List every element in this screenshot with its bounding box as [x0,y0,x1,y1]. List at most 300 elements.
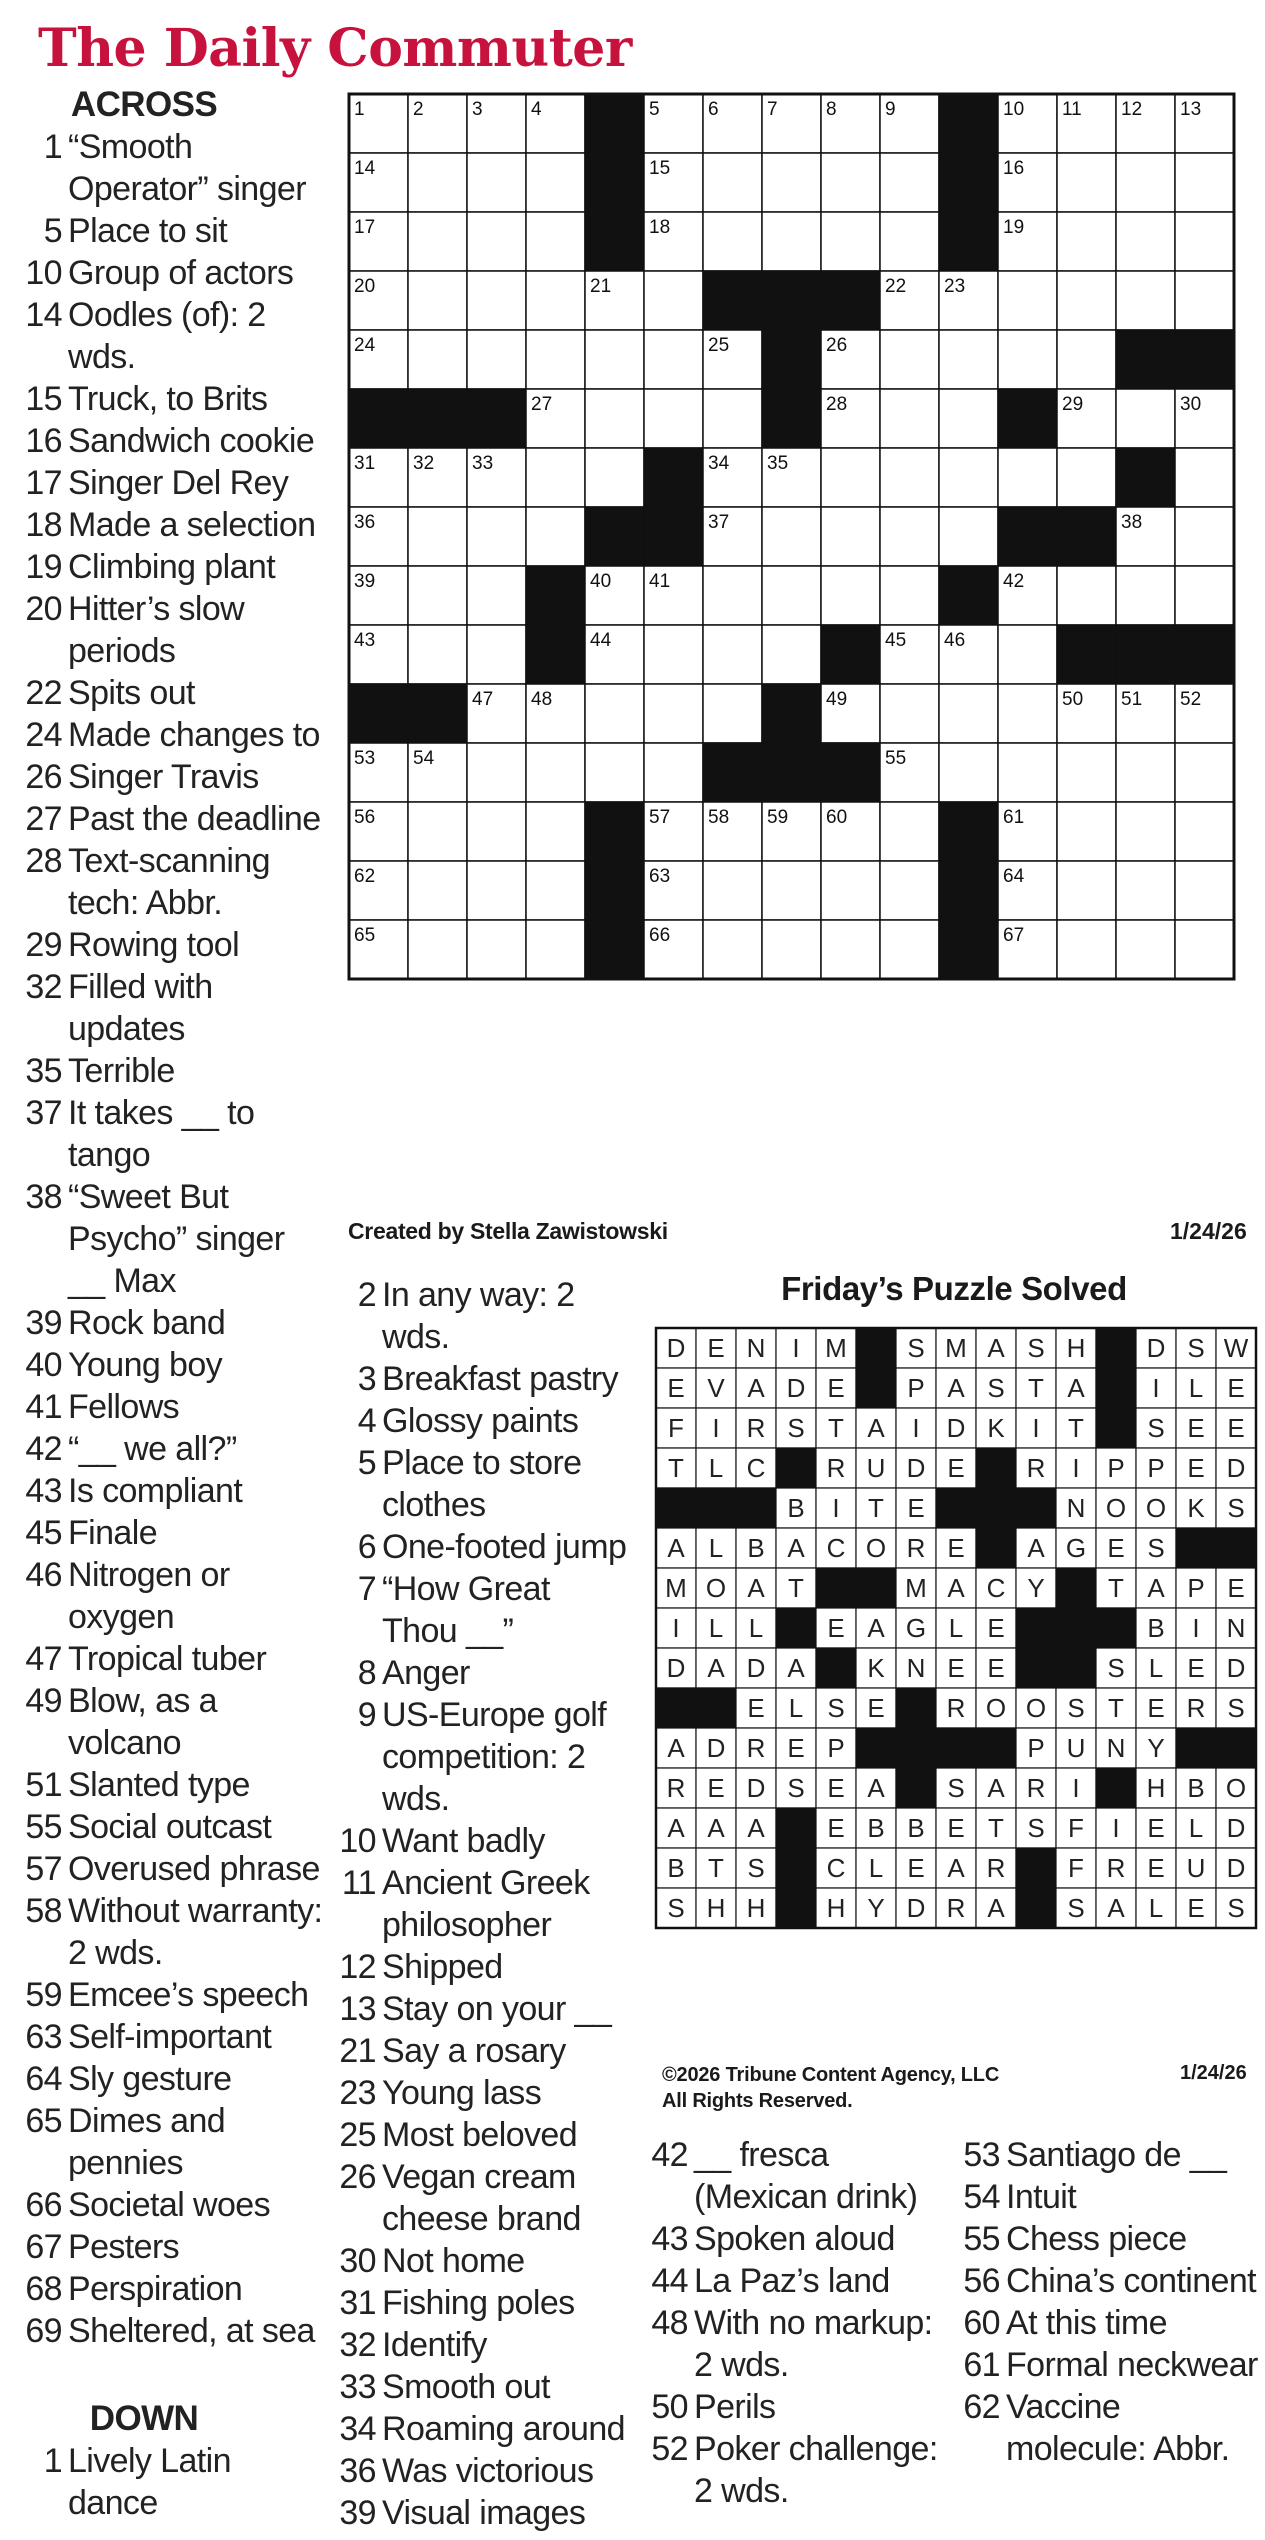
clue-number: 63 [25,2018,62,2056]
square-number: 60 [826,807,848,828]
solution-letter: Y [867,1893,885,1923]
white-square [821,507,880,566]
clue-number: 27 [25,800,62,838]
solution-letter: A [1107,1893,1125,1923]
clue [338,2366,628,2408]
clue-number: 53 [963,2136,1000,2174]
square-number: 23 [944,276,966,297]
solution-letter: E [1187,1893,1205,1923]
clue-number: 51 [25,1766,62,1804]
clue [338,1694,628,1820]
black-square [349,684,408,743]
white-square [585,684,644,743]
solution-letter: O [1145,1493,1167,1523]
clue [338,1862,628,1946]
black-square [1057,625,1116,684]
solution-black-square [1016,1608,1056,1648]
square-number: 63 [649,866,671,887]
clue [24,2310,324,2352]
white-square [526,330,585,389]
clue-number: 45 [25,1514,62,1552]
solution-letter: D [746,1773,766,1803]
solution-letter: C [986,1573,1006,1603]
clue-number: 25 [339,2116,376,2154]
square-number: 65 [354,925,376,946]
square-number: 19 [1003,217,1025,238]
solution-black-square [696,1688,736,1728]
clue [650,2260,950,2302]
solution-letter: D [1226,1653,1246,1683]
solution-letter: E [947,1813,965,1843]
clue [24,2100,324,2184]
solution-letter: F [668,1413,684,1443]
solution-letter: T [708,1853,724,1883]
solution-letter: E [707,1333,725,1363]
solution-letter: D [666,1653,686,1683]
black-square [939,153,998,212]
white-square [762,153,821,212]
clue-text: Young lass [382,2074,542,2112]
square-number: 5 [649,99,660,120]
clue [338,1568,628,1652]
clue-text: Anger [382,1654,470,1692]
clue-number: 7 [357,1570,376,1608]
black-square [939,802,998,861]
white-square [939,507,998,566]
solution-letter: R [826,1453,846,1483]
solution-letter: T [668,1453,684,1483]
clue-number: 11 [341,1864,376,1902]
white-square [408,861,467,920]
solution-letter: A [987,1773,1005,1803]
clue-text: Fishing poles [382,2284,575,2322]
clue-text: Made a selection [68,506,316,544]
clue-text: Roaming around [382,2410,625,2448]
solution-letter: L [708,1533,724,1563]
clue [24,1386,324,1428]
white-square [1057,271,1116,330]
clue-text: Spoken aloud [694,2220,895,2258]
solution-black-square [1096,1408,1136,1448]
solution-letter: D [1146,1333,1166,1363]
white-square [1057,448,1116,507]
solution-black-square [1056,1568,1096,1608]
clue-number: 61 [963,2346,1000,2384]
down-clues-column-3 [650,2134,950,2512]
solution-letter: E [1147,1853,1165,1883]
clue-number: 30 [339,2242,376,2280]
square-number: 15 [649,158,671,179]
solution-black-square [1016,1488,1056,1528]
solution-letter: E [867,1693,885,1723]
square-number: 56 [354,807,376,828]
clue-text: One-footed jump [382,1528,627,1566]
solution-letter: M [945,1333,967,1363]
solution-letter: D [666,1333,686,1363]
clue-number: 3 [357,1360,376,1398]
white-square [762,212,821,271]
square-number: 52 [1180,689,1202,710]
clue-number: 65 [25,2102,62,2140]
solution-letter: P [1107,1453,1125,1483]
clue [338,1946,628,1988]
white-square [1175,861,1234,920]
solution-letter: S [1147,1413,1165,1443]
solution-letter: N [1066,1493,1086,1523]
white-square [1175,507,1234,566]
white-square [467,566,526,625]
solution-letter: I [1192,1613,1200,1643]
clue [24,1890,324,1974]
white-square [762,920,821,979]
down-clues-column-1 [24,2398,324,2524]
solution-letter: F [1068,1813,1084,1843]
white-square [821,566,880,625]
white-square [467,212,526,271]
solution-letter: O [985,1693,1007,1723]
clue-text: Past the deadline [68,800,321,838]
solution-black-square [656,1488,696,1528]
clue-text: La Paz’s land [694,2262,890,2300]
clue-text: Breakfast pastry [382,1360,619,1398]
white-square [408,330,467,389]
clue-text: Want badly [382,1822,545,1860]
solution-letter: B [747,1533,765,1563]
solution-black-square [976,1488,1016,1528]
square-number: 43 [354,630,376,651]
square-number: 13 [1180,99,1202,120]
white-square [762,625,821,684]
white-square [467,861,526,920]
white-square [880,566,939,625]
clue-text: Formal neckwear [1006,2346,1258,2384]
solution-letter: Y [1147,1733,1165,1763]
white-square [821,448,880,507]
white-square [526,743,585,802]
white-square [467,153,526,212]
white-square [644,330,703,389]
white-square [526,448,585,507]
puzzle-credit: Created by Stella Zawistowski [348,1218,668,1244]
white-square [585,448,644,507]
white-square [939,330,998,389]
square-number: 16 [1003,158,1025,179]
solution-letter: H [1066,1333,1086,1363]
black-square [408,684,467,743]
clue [962,2218,1262,2260]
solution-letter: V [707,1373,725,1403]
square-number: 28 [826,394,848,415]
clue [338,1442,628,1526]
solution-letter: A [707,1653,725,1683]
clue-text: It takes __ to tango [68,1094,255,1174]
clue-text: With no markup: 2 wds. [694,2304,933,2384]
clue [24,756,324,798]
white-square [880,802,939,861]
white-square [703,684,762,743]
white-square [644,625,703,684]
solution-black-square [936,1728,976,1768]
solution-letter: A [947,1853,965,1883]
clue [24,546,324,588]
square-number: 66 [649,925,671,946]
clue-text: Sly gesture [68,2060,232,2098]
down-clues-column-2 [338,1274,628,2534]
solution-letter: I [832,1493,840,1523]
clue-number: 5 [357,1444,376,1482]
square-number: 33 [472,453,494,474]
solution-letter: R [906,1533,926,1563]
square-number: 9 [885,99,896,120]
clue-number: 35 [25,1052,62,1090]
black-square [762,743,821,802]
solution-letter: D [1226,1453,1246,1483]
white-square [467,743,526,802]
clue-text: Place to store clothes [382,1444,582,1524]
solution-letter: S [1067,1693,1085,1723]
solution-black-square [896,1768,936,1808]
solution-letter: W [1223,1333,1249,1363]
white-square [1175,802,1234,861]
solution-letter: L [1148,1653,1164,1683]
solution-black-square [896,1728,936,1768]
white-square [467,920,526,979]
across-clues [24,84,324,2352]
clue [24,1092,324,1176]
square-number: 64 [1003,866,1025,887]
solution-black-square [936,1488,976,1528]
white-square [1057,920,1116,979]
clue [24,378,324,420]
clue [338,2282,628,2324]
clue-number: 6 [357,1528,376,1566]
solution-letter: A [867,1613,885,1643]
solution-grid [654,1326,1258,1930]
solution-black-square [776,1448,816,1488]
white-square [408,625,467,684]
clue-number: 33 [339,2368,376,2406]
clue-text: “How Great Thou __” [382,1570,550,1650]
square-number: 37 [708,512,730,533]
clue-number: 1 [43,128,62,166]
white-square [880,861,939,920]
clue-text: Filled with updates [68,968,213,1048]
solution-black-square [776,1848,816,1888]
solution-letter: H [706,1893,726,1923]
square-number: 12 [1121,99,1143,120]
solution-letter: M [905,1573,927,1603]
white-square [526,920,585,979]
square-number: 38 [1121,512,1143,533]
solution-black-square [776,1808,816,1848]
solution-letter: B [1187,1773,1205,1803]
clue [24,1512,324,1554]
square-number: 55 [885,748,907,769]
clue [24,2184,324,2226]
square-number: 32 [413,453,435,474]
clue [24,504,324,546]
white-square [526,212,585,271]
solution-letter: T [788,1573,804,1603]
solution-letter: O [865,1533,887,1563]
clue-text: Identify [382,2326,487,2364]
clue [24,2058,324,2100]
white-square [880,920,939,979]
black-square [585,861,644,920]
clue-text: Smooth out [382,2368,550,2406]
clue-number: 69 [25,2312,62,2350]
white-square [408,920,467,979]
white-square [1116,920,1175,979]
white-square [1175,448,1234,507]
clue [962,2386,1262,2470]
clue-text: Group of actors [68,254,294,292]
solution-letter: H [1146,1773,1166,1803]
solution-letter: E [827,1813,845,1843]
solution-letter: B [907,1813,925,1843]
white-square [998,625,1057,684]
clue [962,2344,1262,2386]
clue [24,1848,324,1890]
solution-letter: R [746,1733,766,1763]
solution-letter: S [1107,1653,1125,1683]
clue-text: Social outcast [68,1808,272,1846]
solution-letter: C [826,1533,846,1563]
clue-text: Lively Latin dance [68,2442,231,2522]
clue-number: 60 [963,2304,1000,2342]
black-square [585,212,644,271]
white-square [467,507,526,566]
solution-letter: R [946,1693,966,1723]
solution-letter: L [948,1613,964,1643]
solution-black-square [1216,1528,1256,1568]
clue-number: 52 [651,2430,688,2468]
square-number: 41 [649,571,671,592]
solution-letter: K [1187,1493,1205,1523]
clue-number: 9 [357,1696,376,1734]
clue [338,1526,628,1568]
clue-number: 24 [25,716,62,754]
clue-number: 54 [963,2178,1000,2216]
clue-text: Nitrogen or oxygen [68,1556,230,1636]
black-square [762,684,821,743]
clue-number: 8 [357,1654,376,1692]
solution-letter: C [746,1453,766,1483]
square-number: 31 [354,453,376,474]
white-square [526,802,585,861]
solution-letter: E [747,1693,765,1723]
solution-letter: E [1227,1373,1245,1403]
clue [338,1652,628,1694]
white-square [644,271,703,330]
solution-letter: U [866,1453,886,1483]
solution-letter: T [828,1413,844,1443]
black-square [939,861,998,920]
solution-black-square [856,1328,896,1368]
clue-number: 41 [25,1388,62,1426]
solution-letter: B [867,1813,885,1843]
solution-letter: S [1227,1893,1245,1923]
solution-letter: E [907,1853,925,1883]
solution-letter: P [827,1733,845,1763]
clue [338,2450,628,2492]
solution-letter: E [827,1613,845,1643]
square-number: 34 [708,453,730,474]
clue [24,1050,324,1092]
white-square [762,861,821,920]
solution-letter: A [747,1573,765,1603]
white-square [762,507,821,566]
black-square [821,271,880,330]
solution-letter: E [1227,1573,1245,1603]
white-square [703,920,762,979]
white-square [1175,271,1234,330]
clue-text: Say a rosary [382,2032,566,2070]
solution-letter: A [1027,1533,1045,1563]
white-square [821,153,880,212]
square-number: 46 [944,630,966,651]
clue [962,2260,1262,2302]
clue-number: 10 [339,1822,376,1860]
white-square [1175,743,1234,802]
clue-text: Rowing tool [68,926,240,964]
clue-number: 58 [25,1892,62,1930]
black-square [585,802,644,861]
solution-letter: I [792,1333,800,1363]
white-square [703,153,762,212]
clue-number: 15 [25,380,62,418]
solution-black-square [1016,1848,1056,1888]
white-square [939,389,998,448]
square-number: 1 [354,99,365,120]
clue [24,2016,324,2058]
clue-text: Santiago de __ [1006,2136,1227,2174]
white-square [1057,861,1116,920]
clue-text: Oodles (of): 2 wds. [68,296,266,376]
clue [338,1274,628,1358]
square-number: 21 [590,276,612,297]
solution-letter: S [1227,1493,1245,1523]
black-square [821,625,880,684]
white-square [408,212,467,271]
clue-number: 59 [25,1976,62,2014]
black-square [1116,448,1175,507]
clue-number: 44 [651,2262,688,2300]
white-square [1116,743,1175,802]
clue [24,1176,324,1302]
clue [24,588,324,672]
white-square [644,389,703,448]
clue-number: 62 [963,2388,1000,2426]
solution-letter: L [708,1613,724,1643]
clue-number: 47 [25,1640,62,1678]
solution-letter: R [946,1893,966,1923]
solution-letter: E [907,1493,925,1523]
clue-text: Dimes and pennies [68,2102,226,2182]
clue-number: 13 [339,1990,376,2028]
solution-letter: I [1072,1773,1080,1803]
clue-number: 39 [25,1304,62,1342]
rights-line: All Rights Reserved. [662,2090,853,2112]
clue-text: In any way: 2 wds. [382,1276,575,1356]
square-number: 18 [649,217,671,238]
clue-number: 1 [43,2442,62,2480]
clue-text: Without warranty: 2 wds. [68,1892,323,1972]
clue-number: 16 [25,422,62,460]
solution-letter: E [987,1613,1005,1643]
solution-letter: E [1147,1813,1165,1843]
clue [338,2114,628,2156]
